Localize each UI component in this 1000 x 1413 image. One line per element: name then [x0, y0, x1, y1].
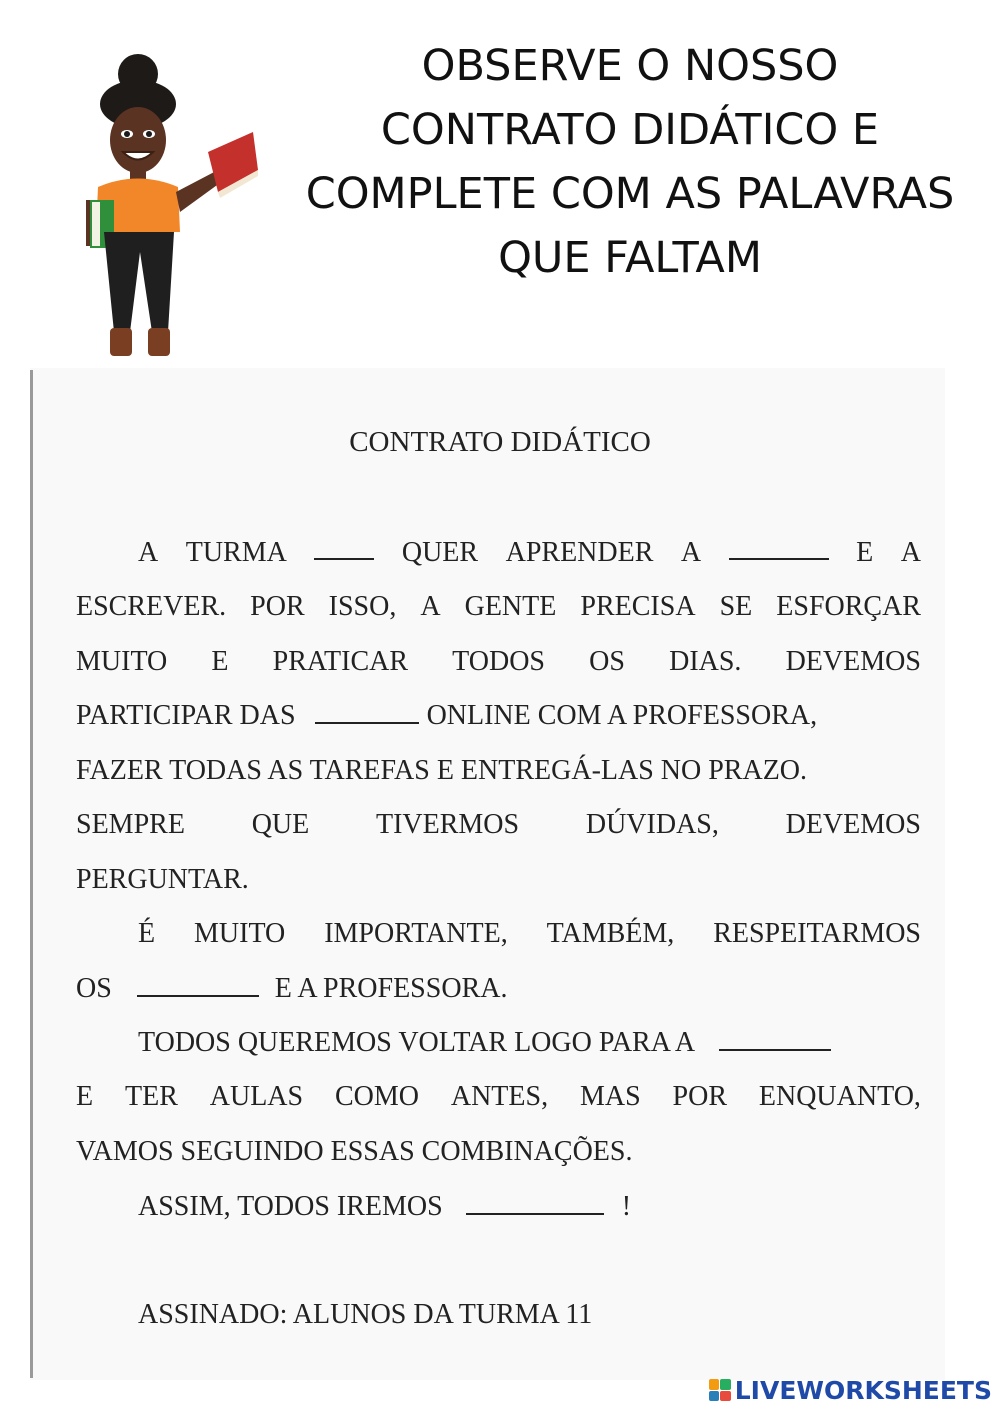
p1-line-2: ESCREVER. POR ISSO, A GENTE PRECISA SE ESFORÇAR: [76, 591, 921, 622]
p1-line-7: PERGUNTAR.: [76, 864, 249, 895]
blank-classmates[interactable]: [137, 973, 259, 997]
p1-line-3: MUITO E PRATICAR TODOS OS DIAS. DEVEMOS: [76, 646, 921, 677]
scan-edge: [30, 370, 33, 1378]
blank-school[interactable]: [719, 1027, 831, 1051]
teacher-avatar-illustration: [68, 52, 268, 362]
instruction-line-4: QUE FALTAM: [498, 233, 762, 283]
liveworksheets-brand: [709, 1373, 992, 1407]
blank-read[interactable]: [729, 536, 829, 560]
p1-line-4: PARTICIPAR DAS ONLINE COM A PROFESSORA,: [76, 700, 818, 731]
p2-line-2: OS E A PROFESSORA.: [76, 973, 508, 1004]
instruction-line-2: CONTRATO DIDÁTICO E: [380, 105, 880, 155]
brand-text: LIVEWORKSHEETS: [734, 1375, 992, 1405]
instruction-line-3: COMPLETE COM AS PALAVRAS: [305, 169, 955, 219]
p3-line-1: TODOS QUEREMOS VOLTAR LOGO PARA A: [138, 1026, 921, 1060]
blank-classes[interactable]: [315, 700, 419, 724]
p3-line-3: VAMOS SEGUINDO ESSAS COMBINAÇÕES.: [76, 1136, 633, 1167]
p2-line-1: É MUITO IMPORTANTE, TAMBÉM, RESPEITARMOS: [138, 918, 921, 949]
liveworksheets-logo-icon: [709, 1379, 731, 1401]
p1-line-1: A TURMA QUER APRENDER A E A: [138, 537, 921, 568]
p4-line-1: ASSIM, TODOS IREMOS !: [138, 1191, 632, 1222]
blank-learn[interactable]: [466, 1191, 604, 1215]
p1-line-6: SEMPRE QUE TIVERMOS DÚVIDAS, DEVEMOS: [76, 809, 921, 840]
blank-class-name[interactable]: [314, 536, 374, 560]
contract-title: CONTRATO DIDÁTICO: [349, 426, 651, 458]
instruction-line-1: OBSERVE O NOSSO: [421, 41, 839, 91]
p3-line-2: E TER AULAS COMO ANTES, MAS POR ENQUANTO,: [76, 1081, 921, 1112]
p1-line-5: FAZER TODAS AS TAREFAS E ENTREGÁ-LAS NO PRAZO.: [76, 755, 808, 786]
instruction-text: [280, 34, 980, 290]
signature-line: ASSINADO: ALUNOS DA TURMA 11: [138, 1299, 593, 1330]
